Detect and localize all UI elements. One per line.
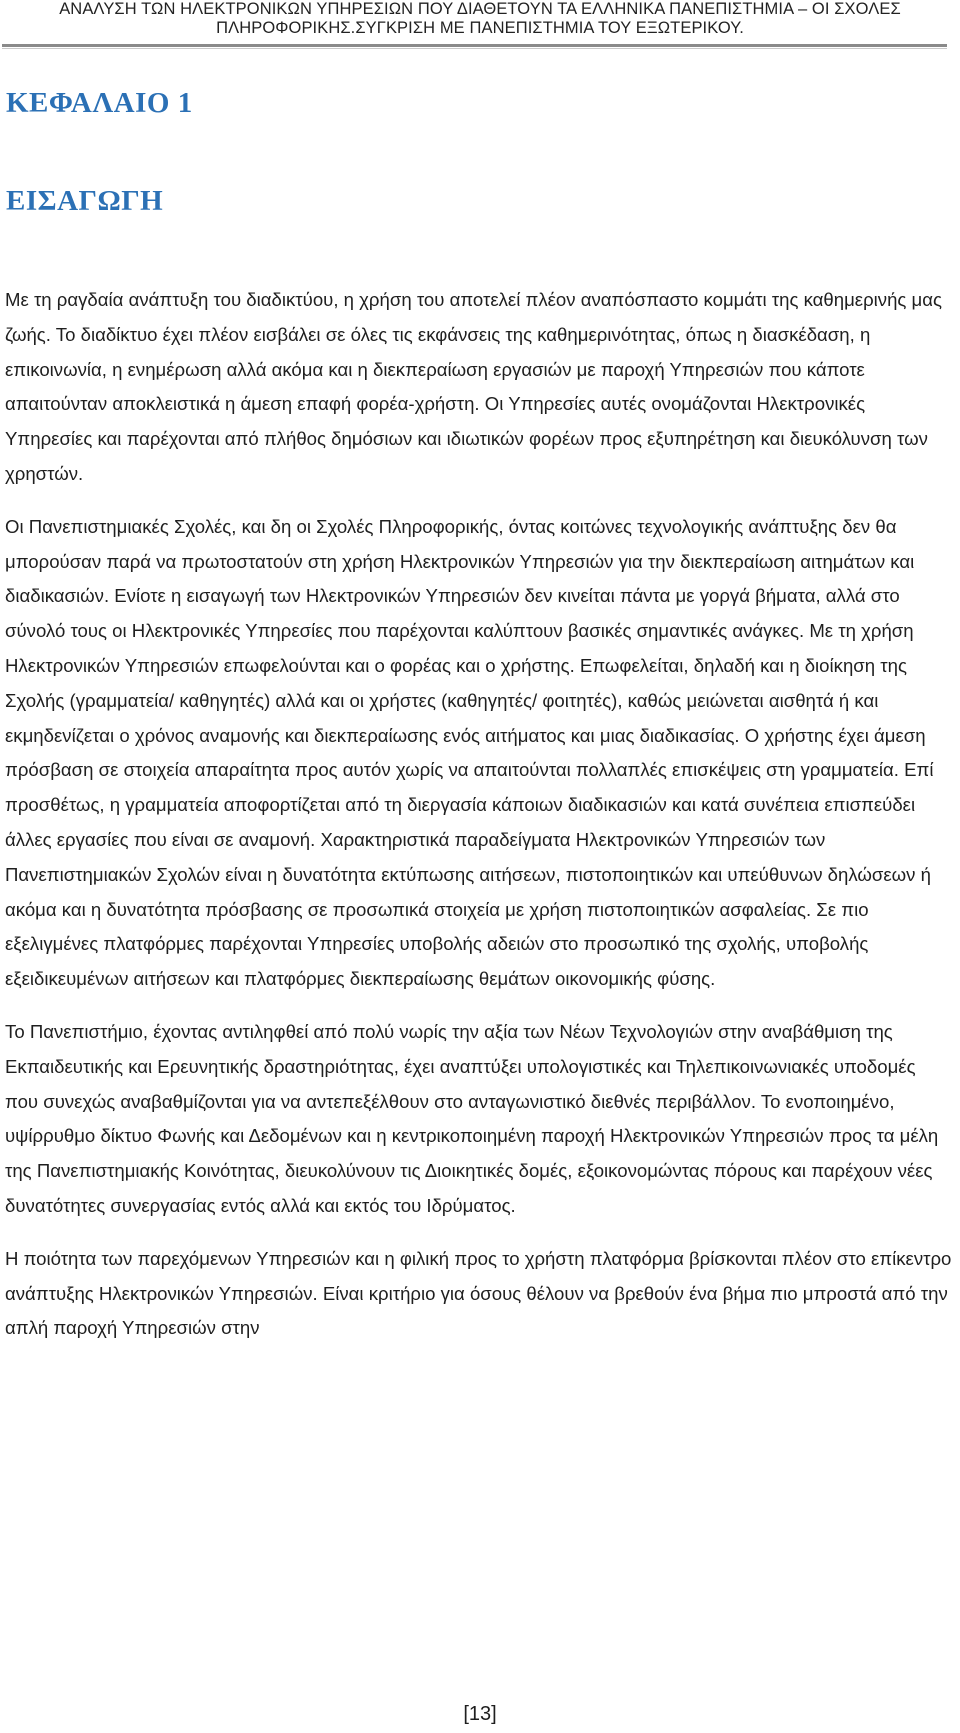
paragraph-3: Το Πανεπιστήμιο, έχοντας αντιληφθεί από πολύ νωρίς την αξία των Νέων Τεχνολογιών στην αναβάθμιση της Εκπαιδευτικής και Ερευνητικής δραστηριότητας, έχει αναπτύξει υπολογιστικές και Τηλεπικοινωνιακές υποδομές που συνεχώς αναβαθμίζονται για να αντεπεξέλθουν στο ανταγωνιστικό διεθνές περιβάλλον. Το ενοποιημένο, υψίρρυθμο δίκτυο Φωνής και Δεδομένων και η κεντρικοποιημένη παροχή Ηλεκτρονικών Υπηρεσιών προς τα μέλη της Πανεπιστημιακής Κοινότητας, διευκολύνουν τις Διοικητικές δομές, εξοικονομώντας πόρους και παρέχουν νέες δυνατότητες συνεργασίας εντός αλλά και εκτός του Ιδρύματος.: [5, 1020, 939, 1216]
body-text: [5, 283, 953, 1364]
paragraph-2: Οι Πανεπιστημιακές Σχολές, και δη οι Σχολές Πληροφορικής, όντας κοιτώνες τεχνολογικής ανάπτυξης δεν θα μπορούσαν παρά να πρωτοστατούν στη χρήση Ηλεκτρονικών Υπηρεσιών για την διεκπεραίωση αιτημάτων και διαδικασιών. Ενίοτε η εισαγωγή των Ηλεκτρονικών Υπηρεσιών δεν κινείται πάντα με γοργά βήματα, αλλά στο σύνολό τους οι Ηλεκτρονικές Υπηρεσίες που παρέχονται καλύπτουν βασικές σημαντικές ανάγκες. Με τη χρήση Ηλεκτρονικών Υπηρεσιών επωφελούνται και ο φορέας και ο χρήστης. Επωφελείται, δηλαδή και η διοίκηση της Σχολής (γραμματεία/ καθηγητές) αλλά και οι χρήστες (καθηγητές/ φοιτητές), καθώς μειώνεται αισθητά ή και εκμηδενίζεται ο χρόνος αναμονής και διεκπεραίωσης ενός αιτήματος και μιας διαδικασίας. Ο χρήστης έχει άμεση πρόσβαση σε στοιχεία απαραίτητα προς αυτόν χωρίς να απαιτούνται πολλαπλές επισκέψεις στη γραμματεία. Επί προσθέτως, η γραμματεία αποφορτίζεται από τη διεργασία κάποιων διαδικασιών και κατά συνέπεια επισπεύδει άλλες εργασίες που είναι σε αναμονή. Χαρακτηριστικά παραδείγματα Ηλεκτρονικών Υπηρεσιών των Πανεπιστημιακών Σχολών είναι η δυνατότητα εκτύπωσης αιτήσεων, πιστοποιητικών και υπεύθυνων δηλώσεων ή ακόμα και η δυνατότητα πρόσβασης σε προσωπικά στοιχεία με χρήση πιστοποιητικών ασφαλείας. Σε πιο εξελιγμένες πλατφόρμες παρέχονται Υπηρεσίες υποβολής αδειών στο προσωπικό της σχολής, υποβολής εξειδικευμένων αιτήσεων και πλατφόρμες διεκπεραίωσης θεμάτων οικονομικής φύσης.: [5, 515, 934, 990]
page-number: [13]: [463, 1703, 497, 1725]
section-title: ΕΙΣΑΓΩΓΗ: [6, 185, 164, 217]
header-divider-shadow: [2, 48, 947, 49]
running-header: [0, 0, 960, 38]
header-divider: [2, 44, 947, 47]
chapter-title: ΚΕΦΑΛΑΙΟ 1: [6, 87, 193, 119]
running-header-line-1: ΑΝΑΛΥΣΗ ΤΩΝ ΗΛΕΚΤΡΟΝΙΚΩΝ ΥΠΗΡΕΣΙΩΝ ΠΟΥ ΔΙΑΘΕΤΟΥΝ ΤΑ ΕΛΛΗΝΙΚΑ ΠΑΝΕΠΙΣΤΗΜΙΑ – ΟΙ ΣΧΟΛΕΣ: [59, 0, 901, 18]
running-header-line-2: ΠΛΗΡΟΦΟΡΙΚΗΣ.ΣΥΓΚΡΙΣΗ ΜΕ ΠΑΝΕΠΙΣΤΗΜΙΑ ΤΟΥ ΕΞΩΤΕΡΙΚΟΥ.: [216, 19, 744, 37]
paragraph-1: Με τη ραγδαία ανάπτυξη του διαδικτύου, η χρήση του αποτελεί πλέον αναπόσπαστο κομμάτι της καθημερινής μας ζωής. Το διαδίκτυο έχει πλέον εισβάλει σε όλες τις εκφάνσεις της καθημερινότητας, όπως η διασκέδαση, η επικοινωνία, η ενημέρωση αλλά ακόμα και η διεκπεραίωση εργασιών με παροχή Υπηρεσιών που κάποτε απαιτούνταν αποκλειστικά η άμεση επαφή φορέα-χρήστη. Οι Υπηρεσίες αυτές ονομάζονται Ηλεκτρονικές Υπηρεσίες και παρέχονται από πλήθος δημόσιων και ιδιωτικών φορέων προς εξυπηρέτηση και διευκόλυνση των χρηστών.: [5, 289, 942, 484]
paragraph-4: Η ποιότητα των παρεχόμενων Υπηρεσιών και η φιλική προς το χρήστη πλατφόρμα βρίσκονται πλέον στο επίκεντρο ανάπτυξης Ηλεκτρονικών Υπηρεσιών. Είναι κριτήριο για όσους θέλουν να βρεθούν ένα βήμα πιο μπροστά από την απλή παροχή Υπηρεσιών στην: [5, 1247, 952, 1339]
